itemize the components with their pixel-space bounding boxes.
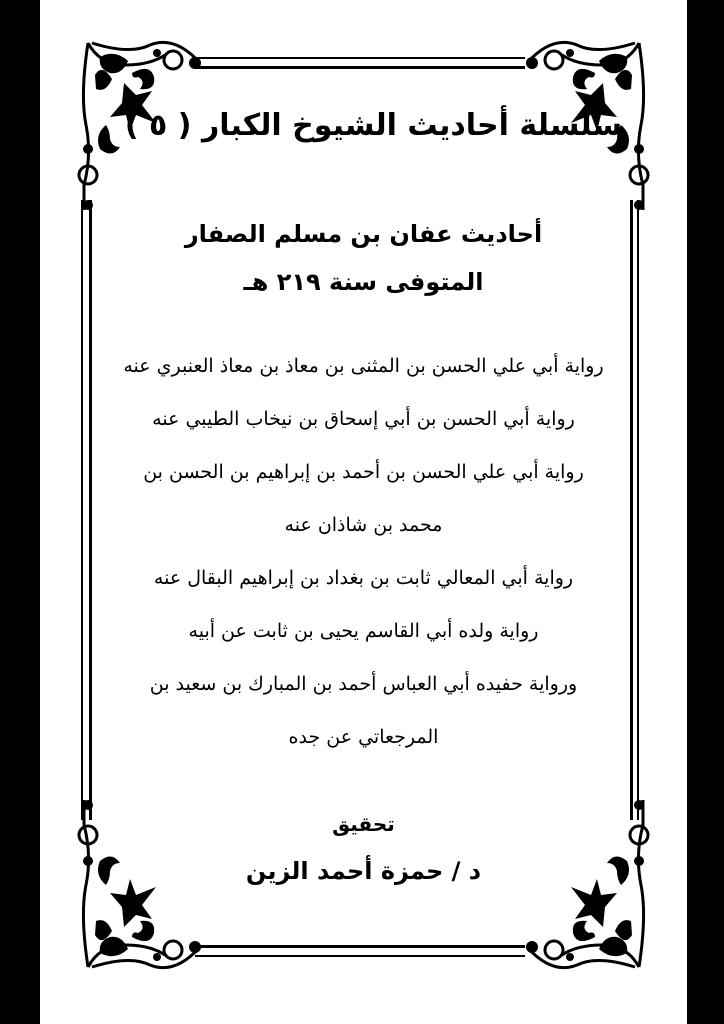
frame-border-top-thick <box>195 66 525 69</box>
frame-border-top-thin <box>195 57 525 59</box>
frame-border-bottom-thick <box>195 945 525 948</box>
chain-line: المرجعاتي عن جده <box>288 726 439 748</box>
chain-line: رواية أبي الحسن بن أبي إسحاق بن نيخاب الطيبي عنه <box>152 408 575 430</box>
title-page <box>40 0 687 1024</box>
chain-line: رواية ولده أبي القاسم يحيى بن ثابت عن أبيه <box>188 620 539 642</box>
chain-line: ورواية حفيده أبي العباس أحمد بن المبارك بن سعيد بن <box>149 673 578 695</box>
chain-line: محمد بن شاذان عنه <box>284 514 443 536</box>
chain-line: رواية أبي علي الحسن بن المثنى بن معاذ بن معاذ العنبري عنه <box>123 355 604 377</box>
editor-name: د / حمزة أحمد الزين <box>245 857 482 885</box>
chain-line: رواية أبي علي الحسن بن أحمد بن إبراهيم بن الحسن بن <box>143 461 584 483</box>
chain-line: رواية أبي المعالي ثابت بن بغداد بن إبراهيم البقال عنه <box>153 567 574 589</box>
editing-label: تحقيق <box>332 812 395 836</box>
book-title: أحاديث عفان بن مسلم الصفار <box>184 220 543 248</box>
death-year: المتوفى سنة ٢١٩ هـ <box>243 268 484 296</box>
frame-border-bottom-thin <box>195 955 525 957</box>
series-title: سلسلة أحاديث الشيوخ الكبار ( ٥ ) <box>124 108 623 143</box>
